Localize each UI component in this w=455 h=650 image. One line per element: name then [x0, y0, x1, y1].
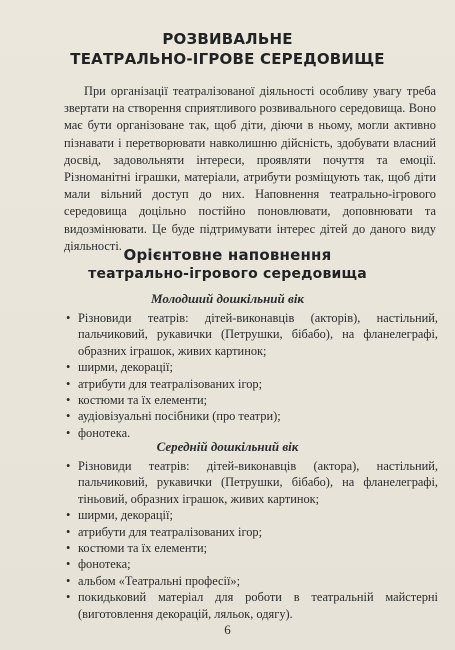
bullet-icon: • [66, 459, 71, 473]
subtitle-line-2: театрально-ігрового середовища [88, 266, 367, 282]
list-junior-age [64, 310, 438, 441]
list-item-text: атрибути для театралізованих ігор; [78, 376, 263, 391]
list-item [64, 408, 438, 424]
bullet-icon: • [66, 573, 71, 588]
list-item [64, 556, 438, 572]
bullet-icon: • [66, 409, 71, 424]
list-item [64, 376, 438, 392]
bullet-icon: • [66, 311, 71, 325]
list-item-text: Різновиди театрів: дітей-виконавців (акторів), настільний, пальчиковий, рукавички (Петрушки, бібабо), на фланелеграфі, образних іграшок, живих картинок; [78, 311, 438, 358]
section-heading-junior-age: Молодший дошкільний вік [150, 291, 305, 306]
list-item [64, 310, 438, 359]
bullet-icon: • [66, 541, 71, 556]
section-heading-middle-age: Середній дошкільний вік [156, 439, 299, 454]
list-item [64, 540, 438, 556]
list-item [64, 589, 438, 622]
list-item-text: аудіовізуальні посібники (про театри); [78, 409, 281, 424]
bullet-icon: • [66, 557, 71, 572]
list-item [64, 524, 438, 540]
subtitle-line-1: Орієнтовне наповнення [123, 246, 332, 264]
list-item [64, 392, 438, 408]
bullet-icon: • [66, 425, 71, 440]
bullet-icon: • [66, 590, 71, 605]
intro-paragraph: При організації театралізованої діяльності особливу увагу треба звертати на створення сприятливого розвивального середовища. Воно має бути організоване так, щоб діти, діючи в ньому, могли активно пізнавати і перетворювати навколишню дійсність, здобувати власний досвід, задовольняти інтереси, проявляти почуття та емоції. Різноманітні іграшки, матеріали, атрибути розміщують так, щоб діти мали вільний доступ до них. Наповнення театрально-ігрового середовища доцільно постійно поновлювати, доповнювати та видозмінювати. Це буде підтримувати інтерес дітей до даного виду діяльності. [64, 84, 436, 253]
list-item-text: альбом «Театральні професії»; [78, 573, 241, 588]
list-item [64, 507, 438, 523]
list-item-text: фонотека. [78, 425, 131, 440]
page-title-line-2: ТЕАТРАЛЬНО-ІГРОВЕ СЕРЕДОВИЩЕ [70, 50, 385, 68]
list-item-text: покидьковий матеріал для роботи в театральній майстерні (виготовлення декорацій, ляльок, одягу). [78, 590, 438, 621]
list-item [64, 573, 438, 589]
list-middle-age [64, 458, 438, 622]
bullet-icon: • [66, 376, 71, 391]
list-item-text: костюми та їх елементи; [78, 541, 208, 556]
list-item-text: ширми, декорації; [78, 508, 173, 523]
list-item [64, 359, 438, 375]
list-item-text: костюми та їх елементи; [78, 393, 208, 408]
list-item-text: атрибути для театралізованих ігор; [78, 524, 263, 539]
page-title-line-1: РОЗВИВАЛЬНЕ [162, 30, 293, 48]
list-item-text: Різновиди театрів: дітей-виконавців (актора), настільний, пальчиковий, рукавички (Петрушки, бібабо), на фланелеграфі, тіньовий, образних іграшок, живих картинок; [78, 459, 438, 506]
bullet-icon: • [66, 524, 71, 539]
bullet-icon: • [66, 393, 71, 408]
list-item-text: ширми, декорації; [78, 360, 173, 375]
list-item-text: фонотека; [78, 557, 131, 572]
bullet-icon: • [66, 360, 71, 375]
bullet-icon: • [66, 508, 71, 523]
list-item [64, 458, 438, 507]
page-number: 6 [224, 622, 231, 637]
